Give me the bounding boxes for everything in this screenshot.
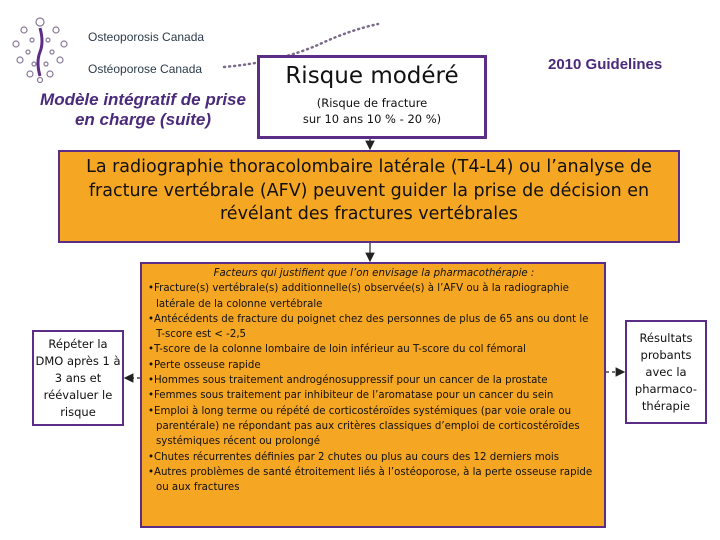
factor-item: •Emploi à long terme ou répété de corticostéroïdes systémiques (par voie orale ou parentérale) ne répondant pas aux critères classiques d’emploi de corticostéroïdes systémiques récent ou prolongé: [148, 405, 580, 448]
factor-item: •Antécédents de fracture du poignet chez des personnes de plus de 65 ans ou dont le T-score est < -2,5: [148, 313, 589, 341]
factor-item: •Autres problèmes de santé étroitement liés à l’ostéoporose, à la perte osseuse rapide ou aux fractures: [148, 466, 593, 494]
risk-subtitle: [260, 95, 484, 127]
imaging-guidance-box: La radiographie thoracolombaire latérale (T4-L4) ou l’analyse de fracture vertébrale (AFV) peuvent guider la prise de décision en révélant des fractures vertébrales: [58, 150, 680, 243]
osteoporosis-canada-logo-icon: [8, 12, 72, 86]
risk-level-box: [257, 55, 487, 139]
factor-item: •Chutes récurrentes définies par 2 chutes ou plus au cours des 12 derniers mois: [148, 451, 560, 463]
factors-heading: Facteurs qui justifient que l’on envisage la pharmacothérapie :: [213, 268, 535, 279]
evidence-text: Résultats probants avec la pharmaco-thérapie: [634, 330, 698, 413]
guidelines-label: 2010 Guidelines: [548, 56, 663, 73]
risk-title: Risque modéré: [285, 63, 459, 89]
org-name-en: Osteoporosis Canada: [88, 30, 205, 44]
factor-item: •Femmes sous traitement par inhibiteur de l’aromatase pour un cancer du sein: [148, 390, 554, 402]
factors-box: [140, 262, 606, 528]
factor-item: •Fracture(s) vertébrale(s) additionnelle(s) observée(s) à l’AFV ou à la radiographie latérale de la colonne vertébrale: [148, 283, 569, 310]
repeat-bmd-box: [32, 330, 124, 426]
evidence-box: [625, 320, 707, 424]
repeat-bmd-text: Répéter la DMO après 1 à 3 ans et réévaluer le risque: [35, 336, 121, 419]
risk-subtitle-line1: (Risque de fracture: [316, 96, 428, 110]
org-name-fr: Ostéoporose Canada: [88, 62, 203, 76]
factor-item: •Hommes sous traitement androgénosuppressif pour un cancer de la prostate: [148, 375, 548, 387]
factors-list: [148, 281, 600, 495]
risk-subtitle-line2: sur 10 ans 10 % - 20 %): [302, 112, 442, 126]
page-subtitle: Modèle intégratif de prise en charge (suite): [40, 90, 246, 129]
factor-item: •Perte osseuse rapide: [148, 359, 261, 371]
factor-item: •T-score de la colonne lombaire de loin inférieur au T-score du col fémoral: [148, 344, 526, 356]
